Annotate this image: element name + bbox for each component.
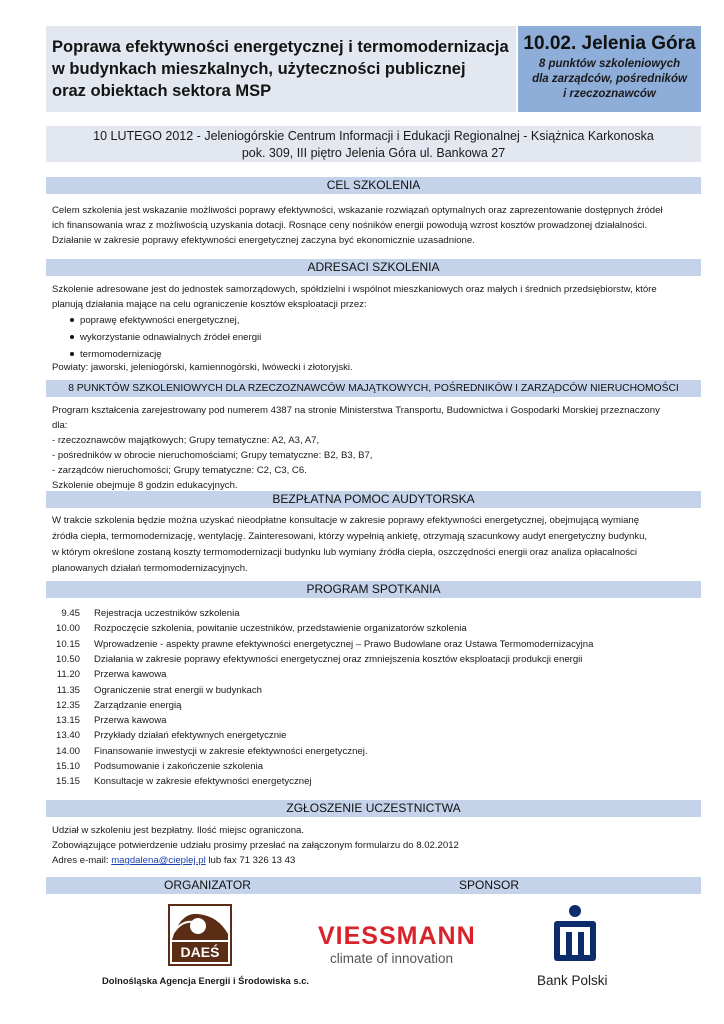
agenda-desc: Konsultacje w zakresie efektywności energetycznej [94, 776, 312, 788]
contact-prefix: Adres e-mail: [52, 855, 112, 866]
event-date-city: 10.02. Jelenia Góra [523, 33, 696, 54]
agenda-row [52, 728, 672, 743]
daes-logo-text: DAEŚ [180, 944, 220, 960]
agenda-time: 9.45 [61, 608, 80, 619]
agenda-desc: Zarządzanie energią [94, 699, 182, 711]
text-line: Szkolenie obejmuje 8 godzin edukacyjnych. [52, 480, 238, 491]
agenda-desc: Podsumowanie i zakończenie szkolenia [94, 761, 264, 772]
zgloszenie-paragraph [52, 823, 459, 868]
agenda-row [52, 637, 672, 652]
list-item-text: wykorzystanie odnawialnych źródeł energii [80, 332, 262, 343]
venue-line-address: pok. 309, III piętro Jelenia Góra ul. Bankowa 27 [241, 146, 506, 160]
agenda-row [52, 606, 672, 621]
text-line: W trakcie szkolenia będzie można uzyskać nieodpłatne konsultacje w zakresie poprawy efektywności energetycznej, obejmującą wymianę [52, 515, 640, 526]
pko-logo-graphic [550, 903, 600, 969]
text-line: źródła ciepła, termomodernizację, wentylację. Zainteresowani, którzy wypełnią ankietę, otrzymają szacunkowy audyt energetyczny budynku, [52, 531, 648, 542]
bullet-list [70, 313, 261, 364]
list-item [70, 313, 261, 330]
contact-line [52, 853, 459, 868]
agenda-desc: Wprowadzenie - aspekty prawne efektywności energetycznej – Prawo Budowlane oraz Ustawa Termomodernizacyjna [94, 638, 594, 650]
agenda-time: 15.15 [55, 776, 80, 788]
daes-logo [168, 904, 232, 966]
agenda-time: 10.15 [55, 638, 80, 650]
section-header-adresaci: ADRESACI SZKOLENIA [46, 259, 701, 276]
agenda-desc: Przykłady działań efektywnych energetycznie [94, 730, 287, 742]
agenda-time: 11.35 [56, 684, 80, 696]
text-line: - zarządców nieruchomości; Grupy tematyczne: C2, C3, C6. [52, 465, 307, 476]
title-line: oraz obiektach sektora MSP [52, 82, 272, 100]
pomoc-paragraph [52, 513, 695, 577]
agenda-time: 13.15 [55, 715, 80, 727]
agenda-row [52, 621, 672, 636]
agenda-desc: Rozpoczęcie szkolenia, powitanie uczestników, przedstawienie organizatorów szkolenia [94, 623, 467, 635]
text-line: w którym określone zostaną koszty termomodernizacji budynku lub wymiany źródła ciepła, oszczędności energii oraz analiza opłacalności [52, 547, 637, 558]
cel-paragraph [52, 203, 695, 248]
agenda-desc: Ograniczenie strat energii w budynkach [94, 684, 262, 696]
email-link[interactable]: magdalena@cieplej.pl [111, 855, 206, 866]
agenda-desc: Przerwa kawowa [94, 715, 167, 727]
venue-line-date-place: 10 LUTEGO 2012 - Jeleniogórskie Centrum Informacji i Edukacji Regionalnej - Książnica Karkonoska [93, 129, 654, 143]
text-line: - rzeczoznawców majątkowych; Grupy tematyczne: A2, A3, A7, [52, 435, 320, 446]
agenda-desc: Działania w zakresie poprawy efektywności energetycznej oraz zmniejszenia kosztów eksploatacji produkcji energii [94, 653, 583, 665]
list-item-text: poprawę efektywności energetycznej, [80, 315, 240, 326]
agenda-time: 12.35 [55, 699, 80, 711]
text-line: ich finansowania wraz z możliwością uzyskania dotacji. Rosnące ceny nośników energii powodują wzrost kosztów prowadzonej działalności. [52, 220, 648, 231]
section-header-punkty: 8 PUNKTÓW SZKOLENIOWYCH DLA RZECZOZNAWCÓW MAJĄTKOWYCH, POŚREDNIKÓW I ZARZĄDCÓW NIERUCHOMOŚCI [46, 380, 701, 397]
agenda-row [52, 713, 672, 728]
powiaty-line: Powiaty: jaworski, jeleniogórski, kamiennogórski, lwówecki i złotoryjski. [52, 362, 353, 373]
agenda-row [52, 698, 672, 713]
document-title [52, 36, 512, 102]
agenda-desc: Rejestracja uczestników szkolenia [94, 608, 240, 619]
bullet-icon [70, 318, 74, 322]
list-item [70, 330, 261, 347]
bullet-icon [70, 352, 74, 356]
agenda-time: 10.00 [55, 623, 80, 635]
section-header-cel: CEL SZKOLENIA [46, 177, 701, 194]
contact-suffix: lub fax 71 326 13 43 [205, 855, 296, 866]
organizer-label: ORGANIZATOR [164, 878, 251, 892]
organizer-name: Dolnośląska Agencja Energii i Środowiska s.c. [102, 975, 310, 986]
agenda-row [52, 759, 672, 774]
text-line: planują działania mające na celu ograniczenie kosztów eksploatacji przez: [52, 299, 367, 310]
punkty-paragraph [52, 403, 695, 493]
title-line: w budynkach mieszkalnych, użyteczności publicznej [52, 60, 466, 78]
text-line: - pośredników w obrocie nieruchomościami; Grupy tematyczne: B2, B3, B7, [52, 450, 373, 461]
section-header-pomoc: BEZPŁATNA POMOC AUDYTORSKA [46, 491, 701, 508]
agenda-row [52, 744, 672, 759]
agenda-time: 15.10 [55, 761, 80, 772]
text-line: planowanych działań termomodernizacyjnych. [52, 563, 248, 574]
agenda-row [52, 667, 672, 682]
footer-header-bar [46, 877, 701, 894]
text-line: Działanie w zakresie poprawy efektywności energetycznej zaczyna być ekonomicznie uzasadnione. [52, 235, 475, 246]
pko-logo [550, 903, 600, 969]
points-line: dla zarządców, pośredników [532, 73, 687, 85]
list-item-text: termomodernizację [80, 349, 162, 360]
section-header-zgloszenie: ZGŁOSZENIE UCZESTNICTWA [46, 800, 701, 817]
agenda-time: 10.50 [55, 653, 80, 665]
adresaci-paragraph [52, 282, 695, 312]
text-line: Szkolenie adresowane jest do jednostek samorządowych, spółdzielni i wspólnot mieszkaniowych oraz małych i średnich przedsiębiorstw, które [52, 284, 657, 295]
section-header-program: PROGRAM SPOTKANIA [46, 581, 701, 598]
agenda-time: 13.40 [55, 730, 80, 742]
points-line: i rzeczoznawców [563, 88, 656, 100]
agenda-row [52, 652, 672, 667]
text-line: Celem szkolenia jest wskazanie możliwości poprawy efektywności, wskazanie rozwiązań optymalnych oraz zaprezentowanie dostępnych źródeł [52, 205, 663, 216]
text-line: dla: [52, 420, 68, 431]
agenda-row [52, 683, 672, 698]
training-points-note [518, 57, 701, 102]
title-line: Poprawa efektywności energetycznej i termomodernizacja [52, 38, 509, 56]
agenda-time: 11.20 [56, 669, 80, 681]
agenda-desc: Finansowanie inwestycji w zakresie efektywności energetycznej. [94, 745, 368, 757]
text-line: Udział w szkoleniu jest bezpłatny. Ilość miejsc ograniczona. [52, 825, 305, 836]
agenda-desc: Przerwa kawowa [94, 669, 167, 681]
agenda-row [52, 774, 672, 789]
text-line: Program kształcenia zarejestrowany pod numerem 4387 na stronie Ministerstwa Transportu, Budownictwa i Gospodarki Morskiej przeznaczony [52, 405, 660, 416]
bullet-icon [70, 335, 74, 339]
pko-bank-text: Bank Polski [537, 973, 608, 988]
viessmann-tagline: climate of innovation [330, 951, 454, 966]
agenda-time: 14.00 [55, 745, 80, 757]
points-line: 8 punktów szkoleniowych [538, 58, 681, 70]
sponsor-label: SPONSOR [459, 878, 520, 892]
viessmann-logo: VIESSMANN [318, 922, 476, 950]
text-line: Zobowiązujące potwierdzenie udziału prosimy przesłać na załączonym formularzu do 8.02.2012 [52, 840, 459, 851]
